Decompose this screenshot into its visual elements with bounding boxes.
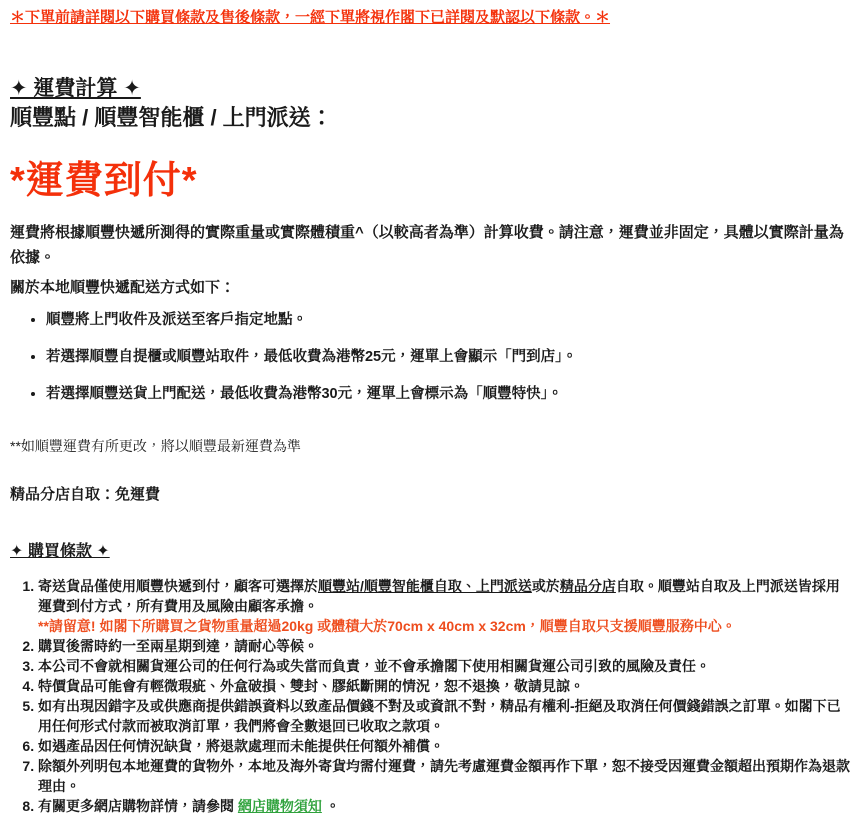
term-1-pickup-options: 順豐站/順豐智能櫃自取、上門派送: [318, 578, 532, 594]
term-item-6: 6. 如遇產品因任何情況缺貨，將退款處理而未能提供任何額外補償。: [38, 736, 851, 756]
store-pickup-free-note: 精品分店自取：免運費: [10, 486, 161, 503]
list-item: • 若選擇順豐自提櫃或順豐站取件，最低收費為港幣25元，運單上會顯示「門到店」。: [46, 347, 851, 367]
term-1-text: 自取。順豐站自取及上門派送皆採用運費到付方式，所有費用及風險由顧客承擔。: [38, 578, 840, 614]
term-item-4: 4. 特價貨品可能會有輕微瑕疵、外盒破損、雙封、膠紙斷開的情況，恕不退換，敬請見諒。: [38, 676, 851, 696]
term-item-5: 5. 如有出現因錯字及或供應商提供錯誤資料以致產品價錢不對及或資訊不對，精品有權利-拒絕及取消任何價錢錯誤之訂單。如閣下已用任何形式付款而被取消訂單，我們將會全數退回已收取之款項。: [38, 696, 851, 736]
term-item-1: [38, 576, 851, 636]
pre-order-notice: ＊下單前請詳閱以下購買條款及售後條款，一經下單將視作閣下已詳閱及默認以下條款。＊: [10, 9, 611, 26]
freight-collect-title: *運費到付*: [10, 160, 198, 202]
term-1-text: 寄送貨品僅使用順豐快遞到付，顧客可選擇於: [38, 578, 318, 594]
term-item-3: 3. 本公司不會就相關貨運公司的任何行為或失當而負責，並不會承擔閣下使用相關貨運公司引致的風險及責任。: [38, 656, 851, 676]
purchase-terms-list: [10, 576, 851, 816]
term-8-text: 有關更多網店購物詳情，請參閱: [38, 798, 238, 814]
term-item-8: [38, 796, 851, 816]
list-item: • 順豐將上門收件及派送至客戶指定地點。: [46, 310, 851, 330]
term-1-weight-warning: **請留意! 如閣下所購買之貨物重量超過20kg 或體積大於70cm x 40cm x 32cm，順豐自取只支援順豐服務中心。: [38, 618, 736, 634]
term-1-store-pickup: 精品分店: [559, 578, 616, 594]
term-item-7: 7. 除額外列明包本地運費的貨物外，本地及海外寄貨均需付運費，請先考慮運費金額再作下單，恕不接受因運費金額超出預期作為退款理由。: [38, 756, 851, 796]
shipping-intro-paragraph: 運費將根據順豐快遞所測得的實際重量或實際體積重^（以較高者為準）計算收費。請注意，運費並非固定，具體以實際計量為依據。: [10, 224, 844, 266]
freight-update-note: **如順豐運費有所更改，將以順豐最新運費為準: [10, 438, 301, 454]
delivery-methods-list: [10, 310, 851, 404]
term-item-2: 2. 購買後需時約一至兩星期到達，請耐心等候。: [38, 636, 851, 656]
store-shopping-guide-link[interactable]: 網店購物須知: [237, 798, 322, 814]
term-8-text: 。: [321, 798, 340, 814]
list-item: • 若選擇順豐送貨上門配送，最低收費為港幣30元，運單上會標示為「順豐特快」。: [46, 384, 851, 404]
local-delivery-methods-title: 關於本地順豐快遞配送方式如下：: [10, 279, 236, 296]
term-1-text: 或於: [531, 578, 560, 594]
shipping-methods-subheading: 順豐點 / 順豐智能櫃 / 上門派送：: [10, 105, 333, 130]
shipping-calc-heading: ✦ 運費計算 ✦: [10, 77, 141, 100]
purchase-terms-heading: ✦ 購買條款 ✦: [10, 543, 110, 560]
